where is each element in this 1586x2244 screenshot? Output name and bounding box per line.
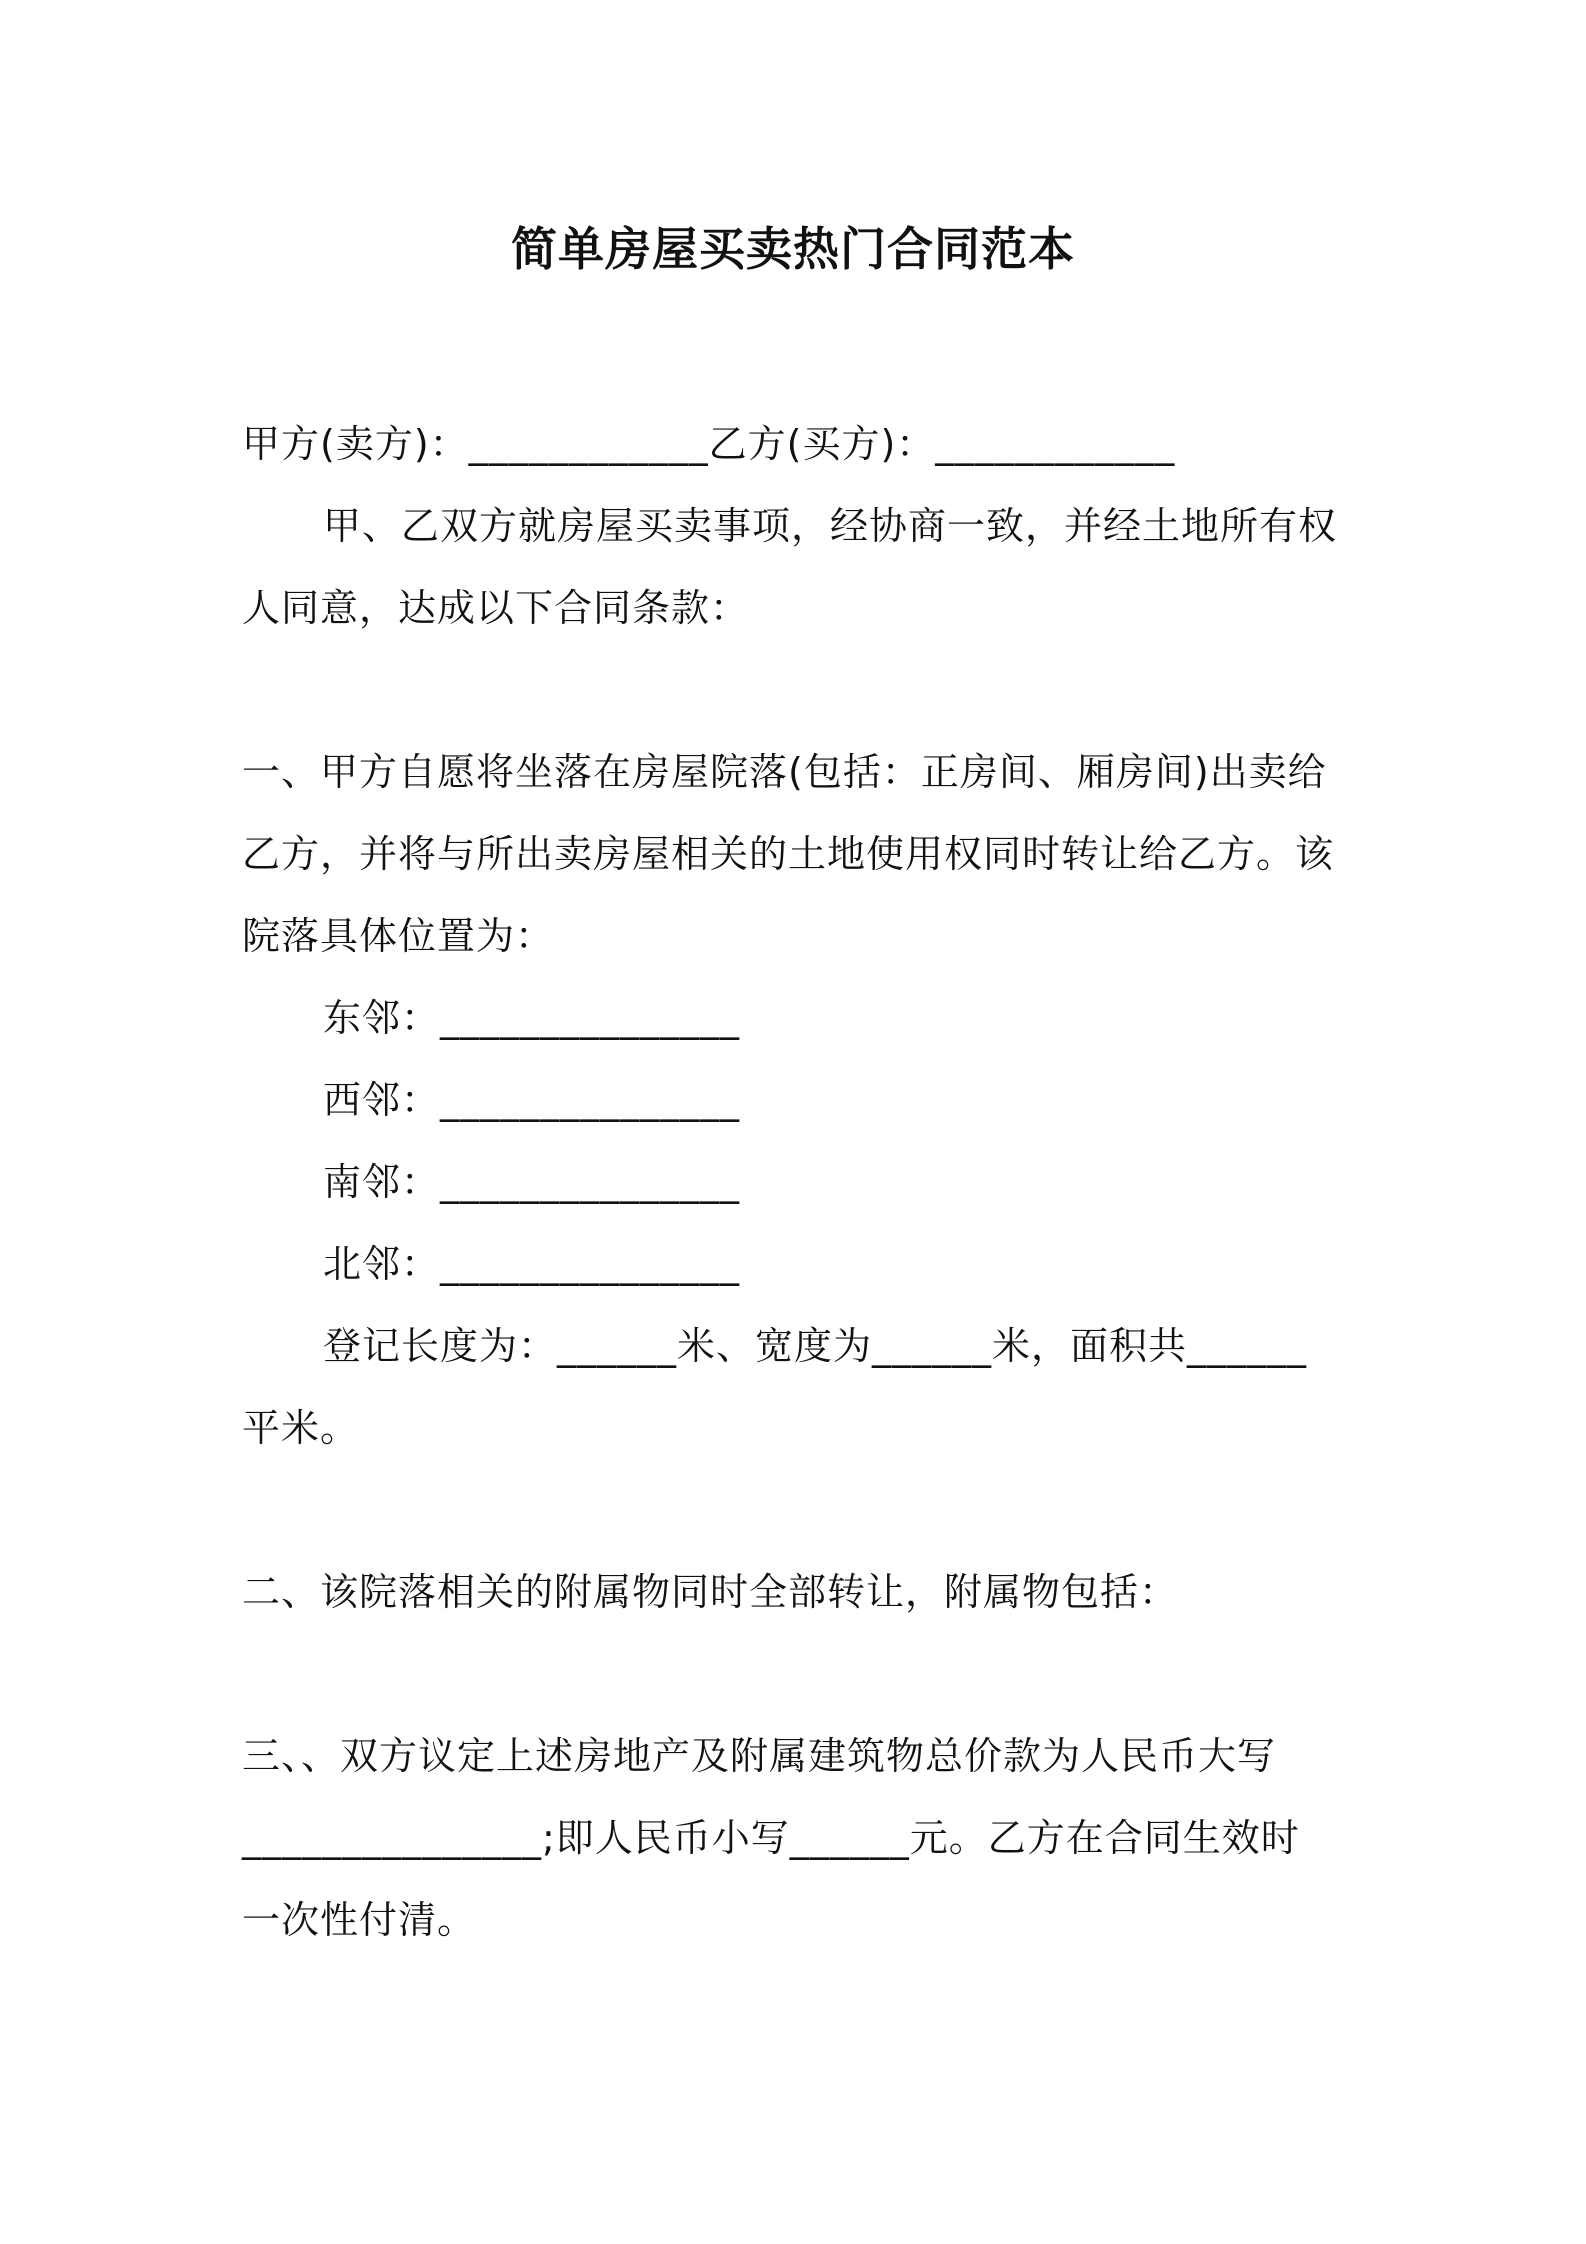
west-neighbor-line: 西邻：_______________: [323, 1078, 741, 1122]
clause-1-line-3: 院落具体位置为：: [242, 914, 555, 958]
clause-3-line-1: 三、、双方议定上述房地产及附属建筑物总价款为人民币大写: [242, 1734, 1277, 1778]
preamble-line-1: 甲、乙双方就房屋买卖事项，经协商一致，并经土地所有权: [323, 504, 1338, 548]
dimensions-line-2: 平米。: [242, 1406, 360, 1450]
preamble-line-2: 人同意，达成以下合同条款：: [242, 586, 750, 630]
clause-1-line-2: 乙方，并将与所出卖房屋相关的土地使用权同时转让给乙方。该: [242, 832, 1335, 876]
clause-3-line-2: _______________;即人民币小写______元。乙方在合同生效时: [242, 1816, 1300, 1860]
east-neighbor-line: 东邻：_______________: [323, 996, 741, 1040]
clause-1-line-1: 一、甲方自愿将坐落在房屋院落(包括：正房间、厢房间)出卖给: [242, 750, 1327, 794]
party-line: 甲方(卖方)：____________乙方(买方)：____________: [242, 422, 1176, 466]
south-neighbor-line: 南邻：_______________: [323, 1160, 741, 1204]
dimensions-line-1: 登记长度为：______米、宽度为______米，面积共______: [323, 1324, 1308, 1368]
document-title: 简单房屋买卖热门合同范本: [511, 222, 1075, 276]
clause-3-line-3: 一次性付清。: [242, 1898, 477, 1942]
clause-2-line: 二、该院落相关的附属物同时全部转让，附属物包括：: [242, 1570, 1179, 1614]
north-neighbor-line: 北邻：_______________: [323, 1242, 741, 1286]
